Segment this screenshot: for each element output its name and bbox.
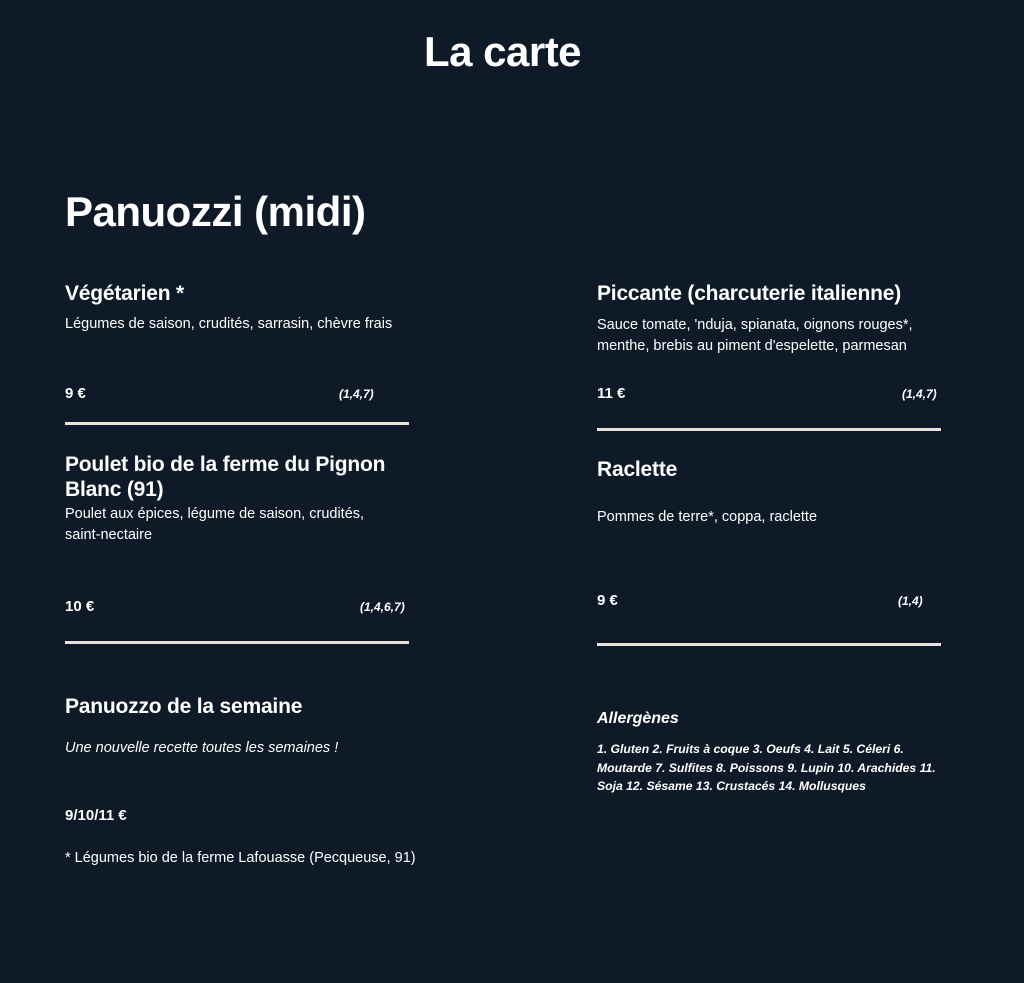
allergen-legend xyxy=(597,710,947,796)
organic-footnote: * Légumes bio de la ferme Lafouasse (Pecqueuse, 91) xyxy=(65,850,416,866)
item-divider xyxy=(597,643,941,646)
weekly-special-description: Une nouvelle recette toutes les semaines ! xyxy=(65,740,339,756)
menu-item-description: Pommes de terre*, coppa, raclette xyxy=(597,509,818,525)
menu-item-allergens: (1,4,7) xyxy=(902,387,937,401)
page-title: La carte xyxy=(423,28,582,75)
menu-item-description: Poulet aux épices, légume de saison, crudités, saint-nectaire xyxy=(65,506,365,543)
menu-item-price: 10 € xyxy=(65,598,95,615)
menu-item-price: 11 € xyxy=(597,385,626,402)
menu-item-price: 9 € xyxy=(597,592,618,609)
item-divider xyxy=(65,641,409,644)
menu-item-price: 9 € xyxy=(65,385,86,402)
menu-item-vegetarien xyxy=(65,281,409,431)
weekly-special-price: 9/10/11 € xyxy=(65,807,127,824)
weekly-special xyxy=(65,695,485,866)
menu-item-raclette xyxy=(597,457,941,652)
allergen-legend-title: Allergènes xyxy=(597,710,679,727)
menu-item-allergens: (1,4,6,7) xyxy=(360,600,405,614)
menu-item-allergens: (1,4) xyxy=(898,594,923,608)
menu-item-poulet-bio xyxy=(65,452,409,647)
menu-item-name: Végétarien * xyxy=(65,282,184,305)
menu-item-piccante xyxy=(597,281,941,436)
menu-item-description: Légumes de saison, crudités, sarrasin, chèvre frais xyxy=(65,316,393,332)
menu-item-description: Sauce tomate, 'nduja, spianata, oignons rouges*, menthe, brebis au piment d'espelette, parmesan xyxy=(597,317,913,354)
menu-item-name: Raclette xyxy=(597,458,678,481)
menu-item-name: Poulet bio de la ferme du Pignon Blanc (91) xyxy=(65,453,386,501)
section-title: Panuozzi (midi) xyxy=(65,188,366,235)
item-divider xyxy=(597,428,941,431)
item-divider xyxy=(65,422,409,425)
weekly-special-name: Panuozzo de la semaine xyxy=(65,695,303,718)
allergen-legend-text: 1. Gluten 2. Fruits à coque 3. Oeufs 4. Lait 5. Céleri 6. Moutarde 7. Sulfites 8. Poissons 9. Lupin 10. Arachides 11. Soja 12. Sésame 13. Crustacés 14. Mollusques xyxy=(597,742,936,793)
menu-item-name: Piccante (charcuterie italienne) xyxy=(597,282,902,305)
menu-item-allergens: (1,4,7) xyxy=(339,387,374,401)
